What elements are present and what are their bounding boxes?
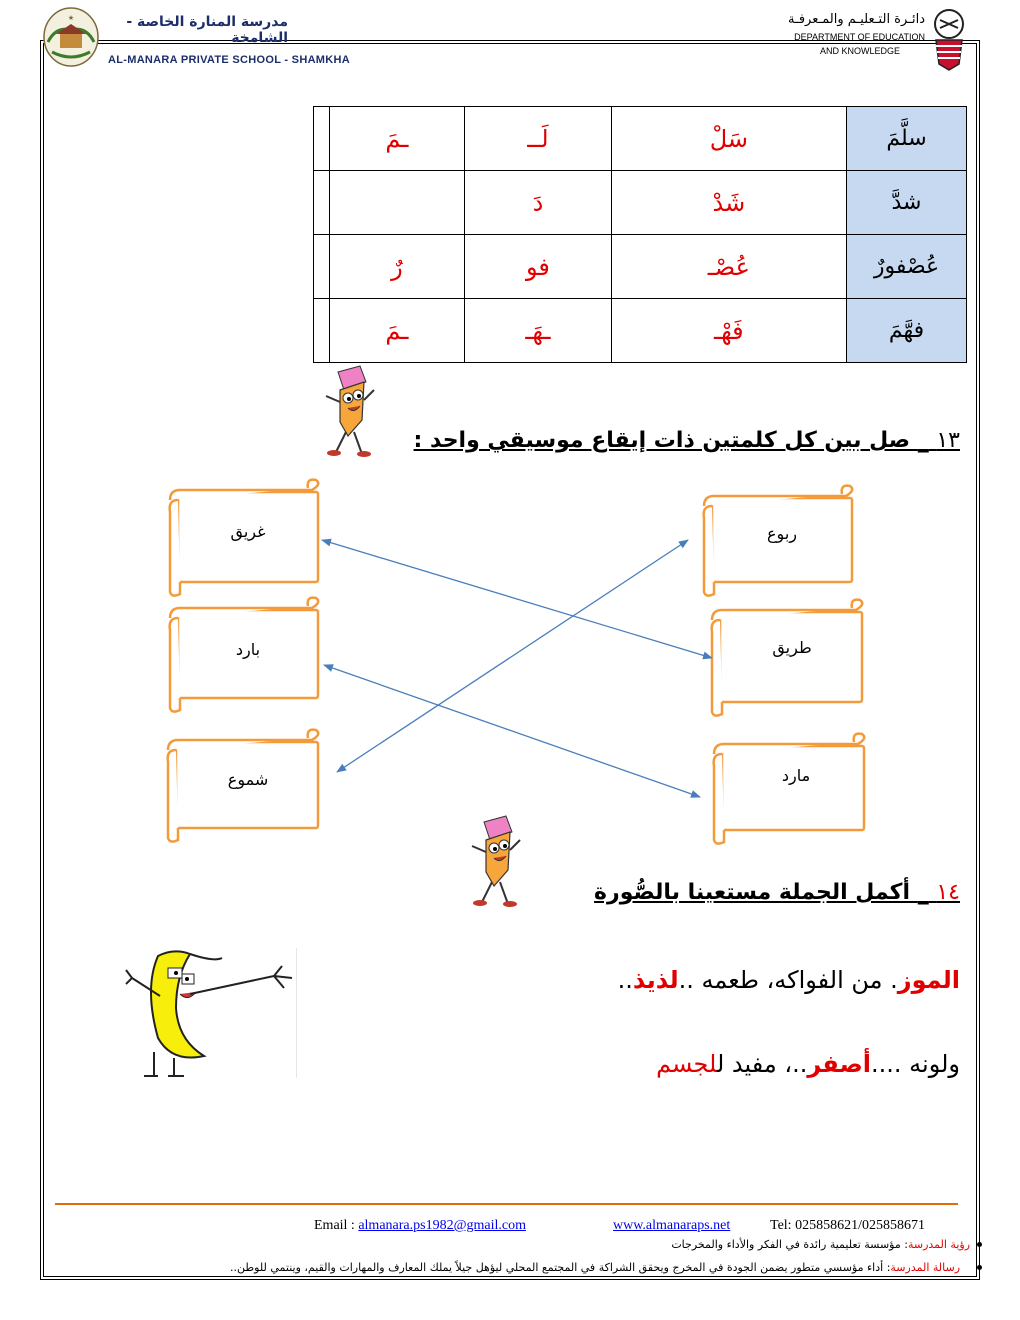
table-word-cell: عُصْفورٌ <box>847 235 967 299</box>
table-word-cell: شدَّ <box>847 171 967 235</box>
sentence-text: .. <box>617 966 633 994</box>
match-arrow-2 <box>324 665 700 797</box>
left-word-3: شموع <box>227 770 269 789</box>
table-syllable-cell: لَــ <box>465 107 612 171</box>
bullet-icon <box>977 1265 982 1270</box>
sentence-line-2 <box>580 1050 960 1078</box>
footer-email <box>314 1218 526 1234</box>
table-syllable-cell: شَدْ <box>611 171 846 235</box>
department-name-english-2: AND KNOWLEDGE <box>819 46 900 56</box>
footer-phone: Tel: 025858621/025858671 <box>770 1218 925 1233</box>
bullet-icon <box>977 1242 982 1247</box>
school-name-english: AL-MANARA PRIVATE SCHOOL - SHAMKHA <box>108 54 351 66</box>
table-syllable-cell: رٌ <box>329 235 465 299</box>
mission-text: : أداء مؤسسي متطور يضمن الجودة في المخرج ويحقق الشراكة في المجتمع المحلي ليؤهل جيلاً يملك المعارف والمهارات والقيم، وينتمي للوطن.. <box>230 1261 891 1274</box>
table-syllable-cell: فو <box>465 235 612 299</box>
sentence-line-1 <box>580 966 960 994</box>
question-number: ١٤ <box>936 880 960 905</box>
table-syllable-cell: سَلْ <box>611 107 846 171</box>
right-word-1: ربوع <box>767 524 797 543</box>
school-mission <box>90 1261 960 1274</box>
table-syllable-cell: دَ <box>465 171 612 235</box>
match-arrow-1 <box>322 540 712 658</box>
scroll-right-3 <box>714 734 865 844</box>
sentence-text: ..، مفيد <box>724 1050 808 1078</box>
department-name-english-1: DEPARTMENT OF EDUCATION <box>794 32 925 42</box>
sentence-text: ل <box>716 1050 725 1078</box>
answer-word: لذيذ <box>632 966 679 994</box>
question-text: أكمل الجملة مستعينا بالصُّورة <box>594 880 911 905</box>
question-dash: _ <box>917 428 929 453</box>
email-label: Email : <box>314 1218 359 1233</box>
right-word-2: طريق <box>772 638 812 657</box>
mission-label: رسالة المدرسة <box>890 1261 960 1274</box>
footer-website <box>613 1218 730 1234</box>
email-link[interactable]: almanara.ps1982@gmail.com <box>358 1218 526 1233</box>
right-word-3: مارد <box>781 766 811 785</box>
sentence-text: ولونه .... <box>871 1050 960 1078</box>
left-word-1: غريق <box>230 522 266 541</box>
vision-text: : مؤسسة تعليمية رائدة في الفكر والأداء والمخرجات <box>671 1238 908 1251</box>
answer-word: الموز <box>897 966 960 994</box>
website-link[interactable]: www.almanaraps.net <box>613 1218 731 1233</box>
school-vision <box>500 1238 970 1251</box>
table-word-cell: سلَّمَ <box>847 107 967 171</box>
sentence-text: . من الفواكه، طعمه .. <box>678 966 898 994</box>
scroll-right-2 <box>712 600 863 716</box>
footer-divider <box>55 1203 958 1205</box>
question-14-title <box>585 880 960 905</box>
table-syllable-cell: ـهَـ <box>465 299 612 363</box>
pencil-mascot-icon <box>464 812 522 908</box>
table-syllable-cell: فَهْـ <box>611 299 846 363</box>
answer-word: أصفر <box>807 1050 871 1078</box>
question-number: ١٣ <box>936 428 960 453</box>
table-word-cell: فهَّمَ <box>847 299 967 363</box>
svg-text:★: ★ <box>67 14 75 22</box>
question-text: صل بين كل كلمتين ذات إيقاع موسيقي واحد : <box>413 428 911 453</box>
match-arrow-3 <box>337 540 688 772</box>
department-name-arabic: دائـرة التـعليـم والمـعرفـة <box>788 12 925 27</box>
question-dash: _ <box>917 880 929 905</box>
school-name-arabic: مدرسة المنارة الخاصة - الشامخة <box>126 14 288 46</box>
banana-image <box>124 948 297 1078</box>
answer-word: لجسم <box>656 1050 717 1078</box>
table-syllable-cell: عُصْـ <box>611 235 846 299</box>
left-word-2: بارد <box>235 640 261 659</box>
table-syllable-cell: ـمَ <box>329 299 465 363</box>
table-syllable-cell: ـمَ <box>329 107 465 171</box>
vision-label: رؤية المدرسة <box>907 1238 970 1251</box>
